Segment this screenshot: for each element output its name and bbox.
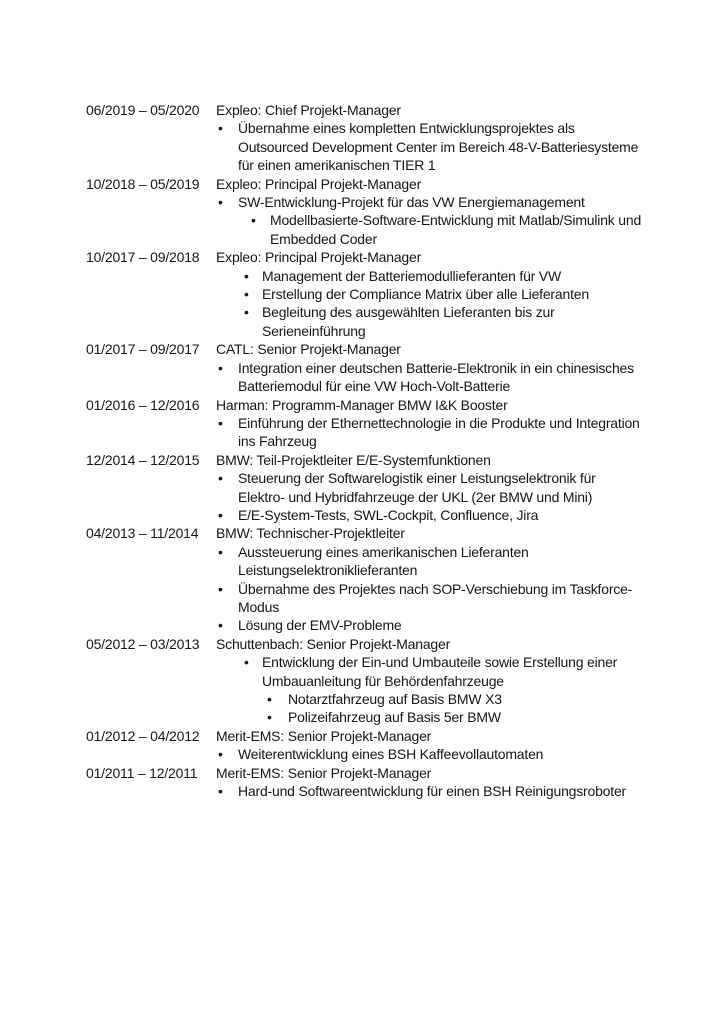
- bullet-line: SW-Entwicklung-Projekt für das VW Energiemanagement: [238, 194, 585, 211]
- bullet-line: Embedded Coder: [270, 230, 377, 247]
- bullet-lines: [238, 414, 691, 451]
- bullet-item: [216, 193, 691, 211]
- bullet-line: Hard-und Softwareentwicklung für einen BSH Reinigungsroboter: [238, 783, 626, 800]
- entry-body: [216, 340, 691, 395]
- date-range: 05/2012 – 03/2013: [86, 635, 200, 652]
- bullet-icon: •: [218, 543, 223, 560]
- date-range: 01/2011 – 12/2011: [86, 764, 198, 781]
- entry-body: [216, 727, 691, 764]
- bullet-item: [216, 119, 691, 174]
- date-range: 01/2017 – 09/2017: [86, 341, 200, 358]
- experience-list: [86, 101, 691, 800]
- bullet-icon: •: [218, 746, 223, 763]
- bullet-item: [216, 414, 691, 451]
- position-title: Schuttenbach: Senior Projekt-Manager: [216, 635, 451, 652]
- date-range: 10/2018 – 05/2019: [86, 175, 200, 192]
- bullet-item: [216, 506, 691, 524]
- bullet-item: [216, 469, 691, 506]
- bullet-line: Steuerung der Softwarelogistik einer Leistungselektronik für: [238, 470, 596, 487]
- position-title: Merit-EMS: Senior Projekt-Manager: [216, 727, 432, 744]
- bullet-line: Übernahme eines kompletten Entwicklungsprojektes als: [238, 120, 575, 137]
- position-title: Expleo: Chief Projekt-Manager: [216, 102, 401, 118]
- position-title: BMW: Teil-Projektleiter E/E-Systemfunktionen: [216, 451, 491, 468]
- entry-body: [216, 524, 691, 634]
- bullet-icon: •: [244, 286, 249, 303]
- bullet-item: [216, 543, 691, 580]
- bullet-line: Lösung der EMV-Probleme: [238, 617, 402, 634]
- bullet-line: Integration einer deutschen Batterie-Elektronik in ein chinesisches: [238, 359, 634, 376]
- bullet-item: [216, 285, 691, 303]
- bullet-icon: •: [244, 654, 249, 671]
- bullet-lines: [238, 543, 691, 580]
- bullet-line: Begleitung des ausgewählten Lieferanten bis zur: [262, 304, 555, 321]
- entry-body: [216, 451, 691, 525]
- entry-body: [216, 396, 691, 451]
- bullet-lines: [238, 193, 691, 211]
- bullet-line: Modus: [238, 598, 280, 615]
- bullet-line: Outsourced Development Center im Bereich 48-V-Batteriesysteme: [238, 138, 639, 155]
- bullet-lines: [270, 211, 691, 248]
- bullet-lines: [262, 653, 691, 690]
- experience-entry: [86, 101, 691, 175]
- position-title: Harman: Programm-Manager BMW I&K Booster: [216, 396, 508, 413]
- bullet-item: [216, 616, 691, 634]
- experience-entry: [86, 635, 691, 727]
- bullet-icon: •: [218, 783, 223, 800]
- bullet-lines: [288, 690, 691, 708]
- position-title: CATL: Senior Projekt-Manager: [216, 341, 401, 358]
- experience-entry: [86, 248, 691, 340]
- bullet-item: [216, 303, 691, 340]
- bullet-line: Management der Batteriemodullieferanten für VW: [262, 267, 561, 284]
- bullet-line: Elektro- und Hybridfahrzeuge der UKL (2er BMW und Mini): [238, 488, 593, 505]
- bullet-icon: •: [218, 470, 223, 487]
- bullet-lines: [238, 119, 691, 174]
- bullet-lines: [262, 267, 691, 285]
- entry-body: [216, 175, 691, 249]
- bullet-item: [216, 653, 691, 690]
- bullet-line: Einführung der Ethernettechnologie in die Produkte und Integration: [238, 414, 640, 431]
- bullet-item: [216, 211, 691, 248]
- bullet-lines: [262, 285, 691, 303]
- bullet-line: Leistungselektroniklieferanten: [238, 562, 418, 579]
- date-range: 12/2014 – 12/2015: [86, 451, 200, 468]
- bullet-line: Übernahme des Projektes nach SOP-Verschiebung im Taskforce-: [238, 580, 633, 597]
- bullet-line: Modellbasierte-Software-Entwicklung mit Matlab/Simulink und: [270, 212, 642, 229]
- date-range: 04/2013 – 11/2014: [86, 525, 199, 542]
- bullet-icon: •: [218, 120, 223, 137]
- position-title: Expleo: Principal Projekt-Manager: [216, 249, 422, 266]
- bullet-icon: •: [218, 414, 223, 431]
- bullet-line: Entwicklung der Ein-und Umbauteile sowie Erstellung einer: [262, 654, 618, 671]
- bullet-lines: [238, 580, 691, 617]
- bullet-lines: [238, 359, 691, 396]
- bullet-lines: [238, 506, 691, 524]
- bullet-icon: •: [244, 304, 249, 321]
- experience-entry: [86, 340, 691, 395]
- bullet-icon: •: [244, 267, 249, 284]
- bullet-icon: •: [267, 691, 272, 707]
- date-range: 01/2012 – 04/2012: [86, 727, 200, 744]
- bullet-item: [216, 359, 691, 396]
- bullet-item: [216, 782, 691, 800]
- bullet-icon: •: [218, 580, 223, 597]
- experience-entry: [86, 524, 691, 634]
- position-title: Merit-EMS: Senior Projekt-Manager: [216, 764, 432, 781]
- date-range: 10/2017 – 09/2018: [86, 249, 200, 266]
- date-range: 01/2016 – 12/2016: [86, 396, 200, 413]
- bullet-icon: •: [251, 212, 256, 229]
- bullet-line: Serieneinführung: [262, 322, 366, 339]
- bullet-line: Umbauanleitung für Behördenfahrzeuge: [262, 672, 504, 689]
- bullet-line: E/E-System-Tests, SWL-Cockpit, Confluence, Jira: [238, 506, 539, 523]
- experience-entry: [86, 175, 691, 249]
- position-title: BMW: Technischer-Projektleiter: [216, 525, 405, 542]
- bullet-icon: •: [218, 506, 223, 523]
- experience-entry: [86, 764, 691, 801]
- bullet-line: Batteriemodul für eine VW Hoch-Volt-Batterie: [238, 378, 511, 395]
- bullet-line: ins Fahrzeug: [238, 433, 317, 450]
- bullet-lines: [238, 745, 691, 763]
- position-title: Expleo: Principal Projekt-Manager: [216, 175, 422, 192]
- experience-entry: [86, 451, 691, 525]
- bullet-item: [216, 267, 691, 285]
- bullet-lines: [262, 303, 691, 340]
- entry-body: [216, 248, 691, 340]
- bullet-item: [216, 708, 691, 726]
- entry-body: [216, 101, 691, 175]
- bullet-lines: [238, 616, 691, 634]
- bullet-line: für einen amerikanischen TIER 1: [238, 157, 436, 174]
- bullet-line: Erstellung der Compliance Matrix über alle Lieferanten: [262, 286, 589, 303]
- bullet-line: Polizeifahrzeug auf Basis 5er BMW: [288, 709, 501, 726]
- entry-body: [216, 764, 691, 801]
- bullet-lines: [238, 782, 691, 800]
- bullet-item: [216, 745, 691, 763]
- bullet-lines: [238, 469, 691, 506]
- bullet-item: [216, 690, 691, 708]
- entry-body: [216, 635, 691, 727]
- date-range: 06/2019 – 05/2020: [86, 102, 200, 118]
- bullet-icon: •: [218, 617, 223, 634]
- bullet-item: [216, 580, 691, 617]
- experience-entry: [86, 396, 691, 451]
- bullet-lines: [288, 708, 691, 726]
- bullet-icon: •: [218, 194, 223, 211]
- bullet-line: Notarztfahrzeug auf Basis BMW X3: [288, 691, 502, 707]
- bullet-icon: •: [218, 359, 223, 376]
- experience-entry: [86, 727, 691, 764]
- bullet-icon: •: [267, 709, 272, 726]
- bullet-line: Weiterentwicklung eines BSH Kaffeevollautomaten: [238, 746, 544, 763]
- bullet-line: Aussteuerung eines amerikanischen Lieferanten: [238, 543, 529, 560]
